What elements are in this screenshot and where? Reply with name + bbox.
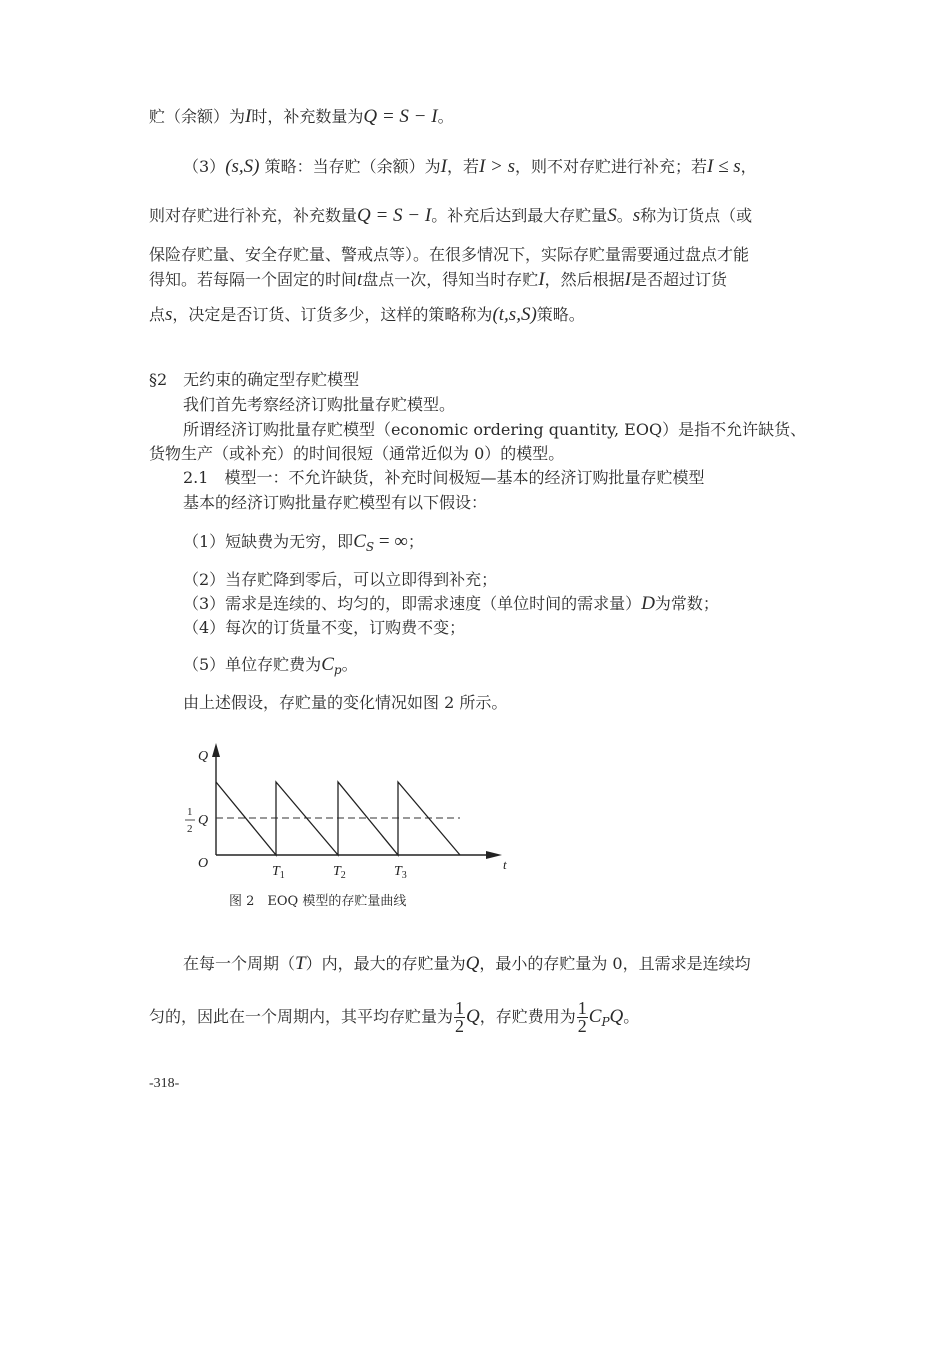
assumption-5: （5）单位存贮费为$C_p$。 bbox=[183, 654, 358, 677]
subsection-heading: 2.1 模型一：不允许缺货，补充时间极短—基本的经济订购批量存贮模型 bbox=[183, 468, 705, 487]
text-line-s2: 所谓经济订购批量存贮模型（economic ordering quantity, EOQ）是指不允许缺货、 bbox=[183, 420, 807, 439]
eoq-figure bbox=[160, 735, 530, 915]
figure-intro: 由上述假设，存贮量的变化情况如图 2 所示。 bbox=[183, 693, 508, 712]
half-numerator: 1 bbox=[187, 806, 193, 818]
text-line-2: （3）(s,S) 策略：当存贮（余额）为I，若I > s，则不对存贮进行补充；若I ≤ s， bbox=[183, 156, 757, 177]
text-line-8: 匀的，因此在一个周期内，其平均存贮量为 $\frac{1}{2}$ Q，存贮费用为 $\frac{1}{2}$ $C_PQ$。 bbox=[149, 998, 640, 1036]
text-line-1: 贮（余额）为I时，补充数量为Q = S − I。 bbox=[149, 106, 454, 127]
tick-T3: $T_3$ bbox=[394, 864, 407, 881]
assumption-4: （4）每次的订货量不变，订购费不变； bbox=[183, 618, 466, 637]
text-line-s1: 我们首先考察经济订购批量存贮模型。 bbox=[183, 395, 456, 414]
equation-Q: Q = S − I bbox=[363, 106, 438, 127]
text-line-s3: 货物生产（或补充）的时间很短（通常近似为 0）的模型。 bbox=[149, 444, 565, 463]
text-line-5: 得知。若每隔一个固定的时间t盘点一次，得知当时存贮I，然后根据I是否超过订货 bbox=[149, 269, 727, 290]
section-heading: §2 无约束的确定型存贮模型 bbox=[149, 370, 360, 389]
text-line-4: 保险存贮量、安全存贮量、警戒点等）。在很多情况下，实际存贮量需要通过盘点才能 bbox=[149, 245, 750, 264]
origin-label: O bbox=[198, 856, 209, 871]
y-axis-label: Q bbox=[198, 749, 209, 764]
figure-caption: 图 2 EOQ 模型的存贮量曲线 bbox=[229, 894, 407, 909]
fraction-half-2: $\frac{1}{2}$ bbox=[577, 998, 587, 1036]
text-line-3: 则对存贮进行补充，补充数量Q = S − I。补充后达到最大存贮量S。s称为订货点（或 bbox=[149, 205, 753, 226]
half-Q-label: Q bbox=[198, 813, 209, 828]
assumption-3: （3）需求是连续的、均匀的，即需求速度（单位时间的需求量）D为常数； bbox=[183, 593, 719, 614]
tick-T1: $T_1$ bbox=[272, 864, 285, 881]
page-number: -318- bbox=[149, 1076, 180, 1091]
assumption-2: （2）当存贮降到零后，可以立即得到补充； bbox=[183, 570, 498, 589]
text-line-7: 在每一个周期（T）内，最大的存贮量为Q，最小的存贮量为 0，且需求是连续均 bbox=[183, 953, 751, 974]
x-axis-label: t bbox=[503, 857, 507, 872]
var-I: I bbox=[245, 106, 252, 127]
fraction-half-1: $\frac{1}{2}$ bbox=[455, 998, 465, 1036]
text-line-6: 点s，决定是否订货、订货多少，这样的策略称为(t,s,S)策略。 bbox=[149, 304, 585, 325]
assumptions-intro: 基本的经济订购批量存贮模型有以下假设： bbox=[183, 493, 488, 512]
y-axis-arrow bbox=[212, 743, 220, 757]
half-denominator: 2 bbox=[187, 823, 193, 835]
tick-T2: $T_2$ bbox=[333, 864, 346, 881]
assumption-1: （1）短缺费为无穷，即$C_S$ = ∞； bbox=[183, 531, 424, 554]
x-axis-arrow bbox=[486, 851, 502, 859]
